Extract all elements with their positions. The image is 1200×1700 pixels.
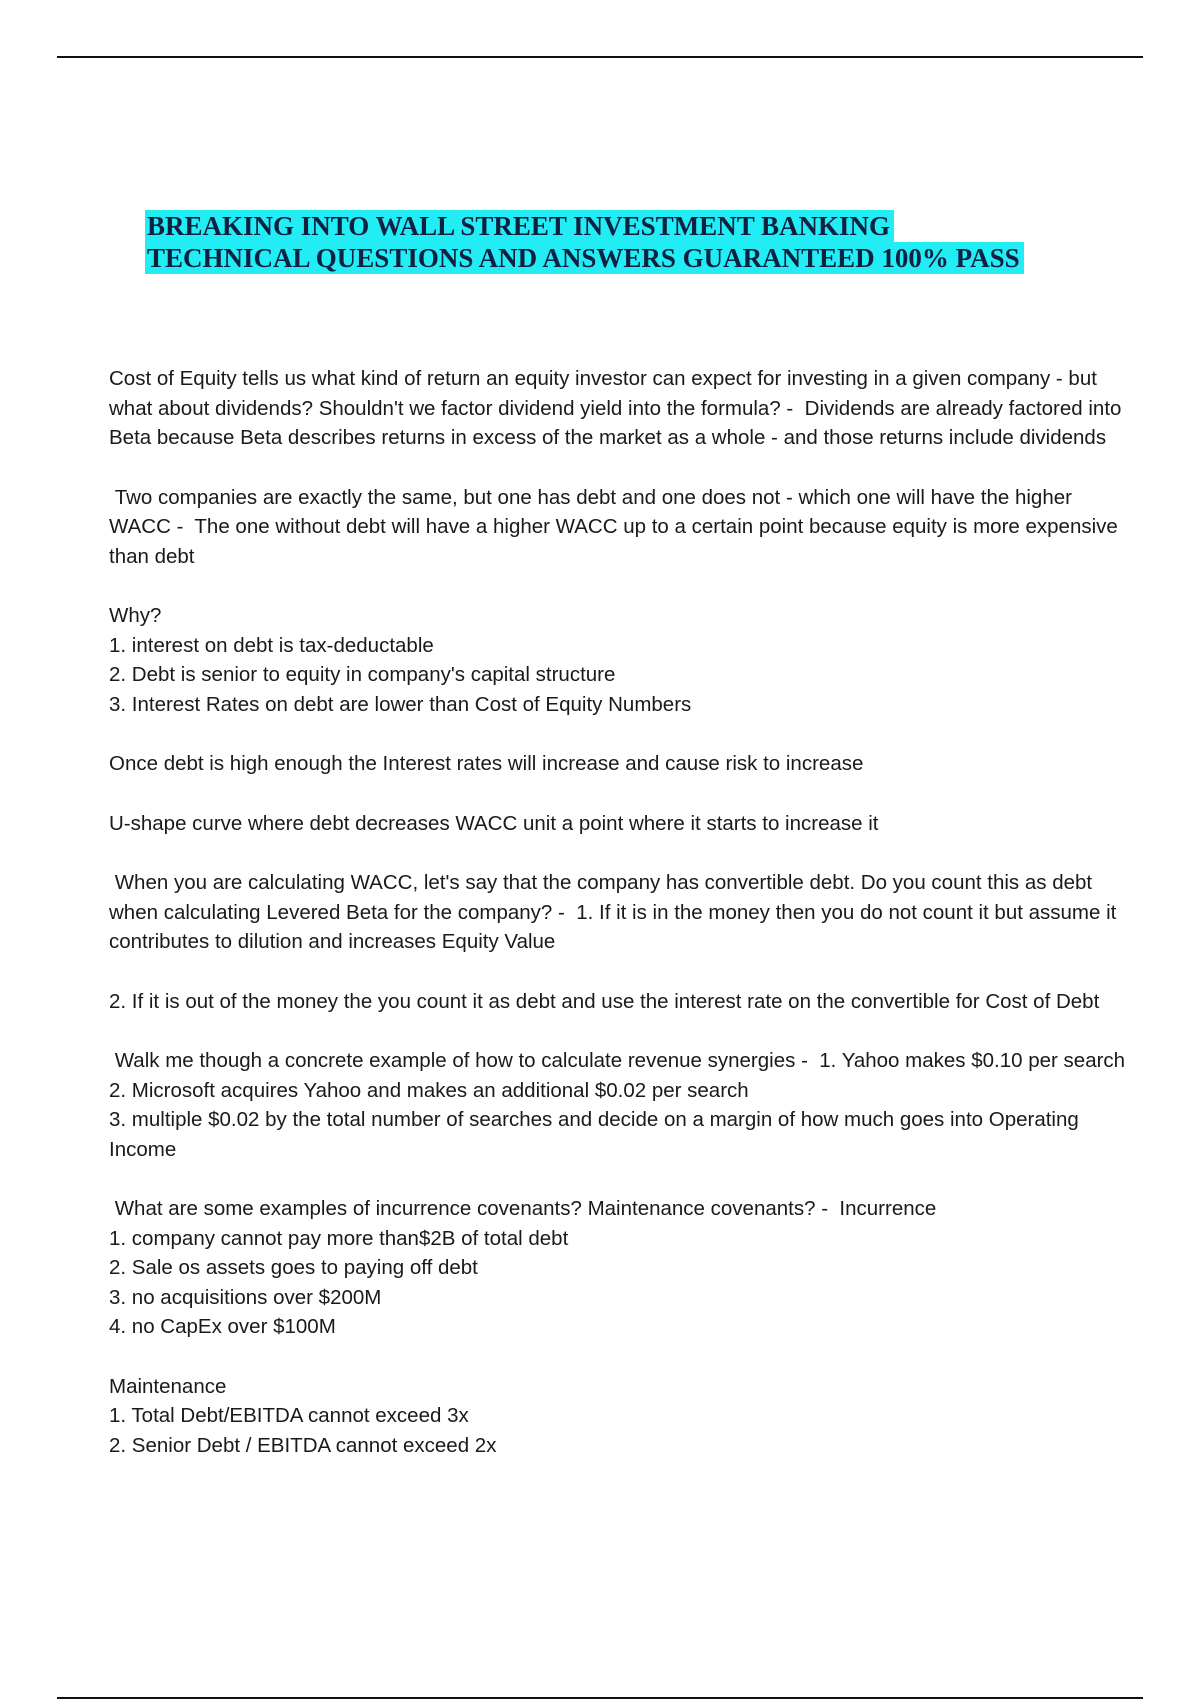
list-item: 4. no CapEx over $100M bbox=[109, 1315, 336, 1338]
paragraph bbox=[109, 483, 1129, 572]
title-line: BREAKING INTO WALL STREET INVESTMENT BANKING bbox=[145, 210, 894, 242]
document-title bbox=[145, 210, 1024, 274]
paragraph bbox=[109, 1194, 1129, 1342]
text-line: U-shape curve where debt decreases WACC unit a point where it starts to increase it bbox=[109, 811, 879, 835]
text-line: What are some examples of incurrence covenants? Maintenance covenants? - Incurrence bbox=[109, 1197, 937, 1220]
paragraph bbox=[109, 1046, 1129, 1164]
list-item: 3. Interest Rates on debt are lower than Cost of Equity Numbers bbox=[109, 692, 692, 716]
list-item: 3. no acquisitions over $200M bbox=[109, 1285, 382, 1309]
text-line: Cost of Equity tells us what kind of return an equity investor can expect for investing in a given company - but what about dividends? Shouldn't we factor dividend yield into the formula? - Dividends are already factored into Beta because Beta describes returns in excess of the market as a whole - and those returns include dividends bbox=[109, 367, 1128, 449]
header-rule bbox=[57, 56, 1143, 58]
paragraph bbox=[109, 987, 1129, 1017]
list-item: 1. interest on debt is tax-deductable bbox=[109, 633, 434, 657]
list-item: 3. multiple $0.02 by the total number of searches and decide on a margin of how much goes into Operating Income bbox=[109, 1108, 1085, 1161]
paragraph bbox=[109, 809, 1129, 839]
text-line: 2. If it is out of the money the you count it as debt and use the interest rate on the convertible for Cost of Debt bbox=[109, 989, 1100, 1013]
text-line: Maintenance bbox=[109, 1374, 227, 1398]
title-line: TECHNICAL QUESTIONS AND ANSWERS GUARANTEED 100% PASS bbox=[145, 242, 1024, 274]
list-item: 1. Total Debt/EBITDA cannot exceed 3x bbox=[109, 1404, 469, 1427]
list-item: 2. Sale os assets goes to paying off debt bbox=[109, 1256, 478, 1279]
paragraph bbox=[109, 601, 1129, 719]
text-line: Why? bbox=[109, 604, 162, 627]
list-item: 2. Senior Debt / EBITDA cannot exceed 2x bbox=[109, 1433, 497, 1457]
text-line: Once debt is high enough the Interest rates will increase and cause risk to increase bbox=[109, 752, 864, 775]
text-line: Two companies are exactly the same, but one has debt and one does not - which one will have the higher WACC - The one without debt will have a higher WACC up to a certain point because equity is more expensive than debt bbox=[109, 485, 1124, 568]
paragraph bbox=[109, 364, 1129, 453]
list-item: 2. Microsoft acquires Yahoo and makes an additional $0.02 per search bbox=[109, 1078, 749, 1102]
list-item: 1. company cannot pay more than$2B of total debt bbox=[109, 1226, 569, 1250]
document-body bbox=[109, 364, 1129, 1490]
text-line: Walk me though a concrete example of how to calculate revenue synergies - 1. Yahoo makes $0.10 per search bbox=[109, 1049, 1126, 1072]
list-item: 2. Debt is senior to equity in company's capital structure bbox=[109, 663, 616, 686]
text-line: When you are calculating WACC, let's say that the company has convertible debt. Do you count this as debt when calculating Levered Beta for the company? - 1. If it is in the money then you do not count it but assume it contributes to dilution and increases Equity Value bbox=[109, 871, 1123, 953]
paragraph bbox=[109, 749, 1129, 779]
footer-rule bbox=[57, 1697, 1143, 1699]
paragraph bbox=[109, 868, 1129, 957]
paragraph bbox=[109, 1372, 1129, 1461]
